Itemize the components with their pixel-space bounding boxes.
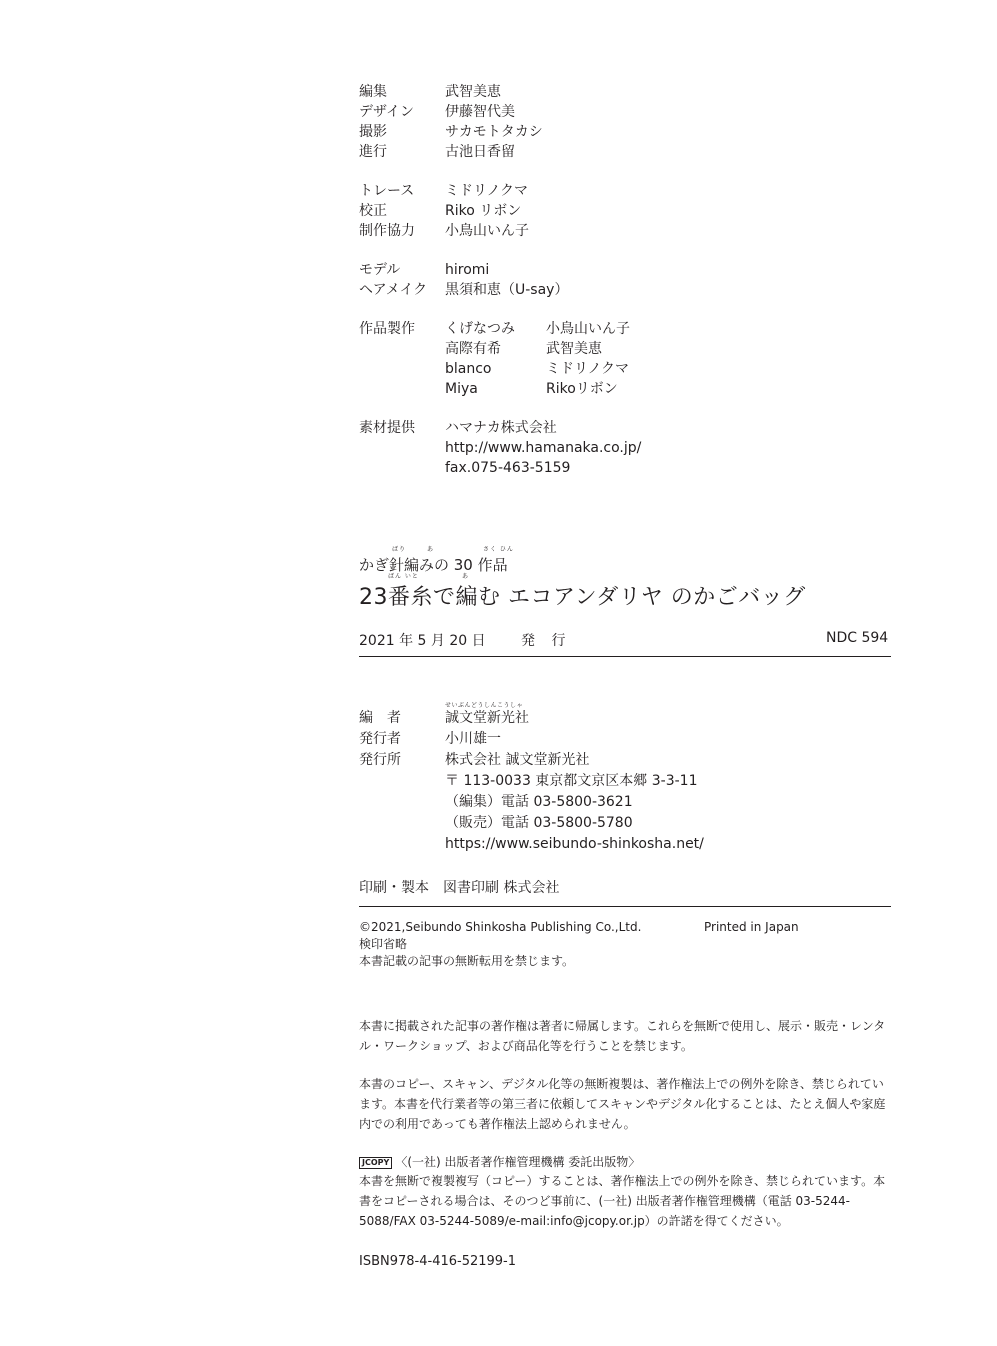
credit-works-row: [359, 339, 602, 359]
divider: [359, 906, 891, 907]
publisher-tel-sales: [359, 813, 633, 834]
publisher-url: [359, 834, 704, 855]
title-ruby-1: ばん いと: [388, 573, 419, 580]
editor-label: 編 者: [359, 710, 401, 726]
credit-value: 小鳥山いん子: [546, 321, 630, 337]
credit-materials: [359, 418, 557, 438]
credit-label: トレース: [359, 183, 415, 199]
book-series: かぎ針編みの 30 作品: [359, 556, 508, 574]
isbn: ISBN978-4-416-52199-1: [359, 1254, 517, 1269]
credit-label: 撮影: [359, 124, 387, 140]
issue-label: 発 行: [521, 633, 572, 649]
credit-value: Riko リボン: [445, 203, 522, 219]
jcopy-badge: JCOPY: [359, 1157, 392, 1169]
issuer-value: 小川雄一: [445, 731, 501, 747]
credit-proofread: [359, 201, 521, 221]
credit-works-row: [359, 359, 629, 379]
credit-photo: [359, 122, 543, 142]
series-ruby-3: さく ひん: [483, 546, 514, 553]
title-ruby-2: あ: [462, 573, 470, 580]
credit-value: ハマナカ株式会社: [445, 420, 557, 436]
series-ruby-2: あ: [427, 546, 435, 553]
credit-materials-fax: [359, 458, 570, 478]
credit-label: 校正: [359, 203, 387, 219]
ndc-code: NDC 594: [826, 630, 889, 646]
office-line: （編集）電話 03-5800-3621: [445, 794, 633, 810]
credit-trace: [359, 181, 528, 201]
issuer-label: 発行者: [359, 731, 401, 747]
publisher-editor: [359, 708, 529, 729]
credit-value: ミドリノクマ: [546, 361, 630, 377]
publisher-address: [359, 771, 698, 792]
printing-info: 印刷・製本 図書印刷 株式会社: [359, 880, 560, 896]
credit-value: 伊藤智代美: [445, 104, 515, 120]
credit-hairmake: [359, 280, 568, 300]
credit-value: 古池日香留: [445, 144, 515, 160]
credit-label: デザイン: [359, 104, 415, 120]
credit-model: [359, 260, 489, 280]
jcopy-body: 本書を無断で複製複写（コピー）することは、著作権法上での例外を除き、禁じられています。本書をコピーされる場合は、そのつど事前に、(一社) 出版者著作権管理機構（電話 03-5244-5088/FAX 03-5244-5089/e-mail:info@jcopy.or.jp）の許諾を得てください。: [359, 1174, 886, 1228]
office-line: 〒 113-0033 東京都文京区本郷 3-3-11: [445, 773, 698, 789]
jcopy-title: 〈(一社) 出版者著作権管理機構 委託出版物〉: [395, 1155, 641, 1169]
credit-design: [359, 102, 515, 122]
credit-value: blanco: [445, 361, 492, 377]
book-title: 23番糸で編む エコアンダリヤ のかごバッグ: [359, 585, 806, 610]
credit-value: 武智美恵: [546, 341, 602, 357]
credit-label: 制作協力: [359, 223, 415, 239]
copyright-line: ©2021,Seibundo Shinkosha Publishing Co.,Ltd.: [359, 920, 642, 934]
notice-copyright: 本書に掲載された記事の著作権は著者に帰属します。これらを無断で使用し、展示・販売・レンタル・ワークショップ、および商品化等を行うことを禁じます。: [359, 1019, 886, 1053]
credit-label: ヘアメイク: [359, 282, 428, 298]
notice-digital: 本書のコピー、スキャン、デジタル化等の無断複製は、著作権法上での例外を除き、禁じられています。本書を代行業者等の第三者に依頼してスキャンやデジタル化することは、たとえ個人や家庭内での利用であっても著作権法上認められません。: [359, 1077, 886, 1131]
credit-progress: [359, 142, 515, 162]
credit-label: 編集: [359, 84, 387, 100]
credit-value: 小鳥山いん子: [445, 223, 529, 239]
credit-value: Miya: [445, 381, 478, 397]
divider: [359, 656, 891, 657]
office-line: https://www.seibundo-shinkosha.net/: [445, 836, 704, 852]
reprint-ban: 本書記載の記事の無断転用を禁じます。: [359, 954, 575, 968]
jcopy-title-line: [359, 1152, 894, 1172]
publisher-tel-edit: [359, 792, 633, 813]
series-ruby-1: ばり: [392, 546, 407, 553]
credit-value: hiromi: [445, 262, 490, 278]
credit-works-row: [359, 319, 630, 339]
credit-value: Rikoリボン: [546, 381, 618, 397]
materials-fax: fax.075-463-5159: [445, 460, 571, 476]
credit-cooperation: [359, 221, 529, 241]
credit-label: 進行: [359, 144, 387, 160]
credit-editor: [359, 82, 501, 102]
editor-ruby: せいぶんどうしんこうしゃ: [445, 702, 524, 709]
materials-url: http://www.hamanaka.co.jp/: [445, 440, 642, 456]
office-line: 株式会社 誠文堂新光社: [445, 752, 590, 768]
publisher-issuer: [359, 729, 501, 750]
credit-works-row: [359, 379, 618, 399]
editor-value: 誠文堂新光社: [445, 710, 529, 726]
publisher-office: [359, 750, 589, 771]
office-label: 発行所: [359, 752, 401, 768]
credit-value: ミドリノクマ: [445, 183, 529, 199]
kenin-shoryaku: 検印省略: [359, 937, 408, 951]
credit-materials-url: [359, 438, 641, 458]
credit-value: 黒須和恵（U-say）: [445, 282, 569, 298]
credit-value: 武智美恵: [445, 84, 501, 100]
credit-label: 素材提供: [359, 420, 415, 436]
credit-value: サカモトタカシ: [445, 124, 543, 140]
printed-in: Printed in Japan: [704, 920, 799, 934]
publication-date: 2021 年 5 月 20 日: [359, 633, 486, 649]
office-line: （販売）電話 03-5800-5780: [445, 815, 633, 831]
credit-value: くげなつみ: [445, 321, 515, 337]
credit-label: 作品製作: [359, 321, 415, 337]
credit-value: 高際有希: [445, 341, 501, 357]
credit-label: モデル: [359, 262, 401, 278]
